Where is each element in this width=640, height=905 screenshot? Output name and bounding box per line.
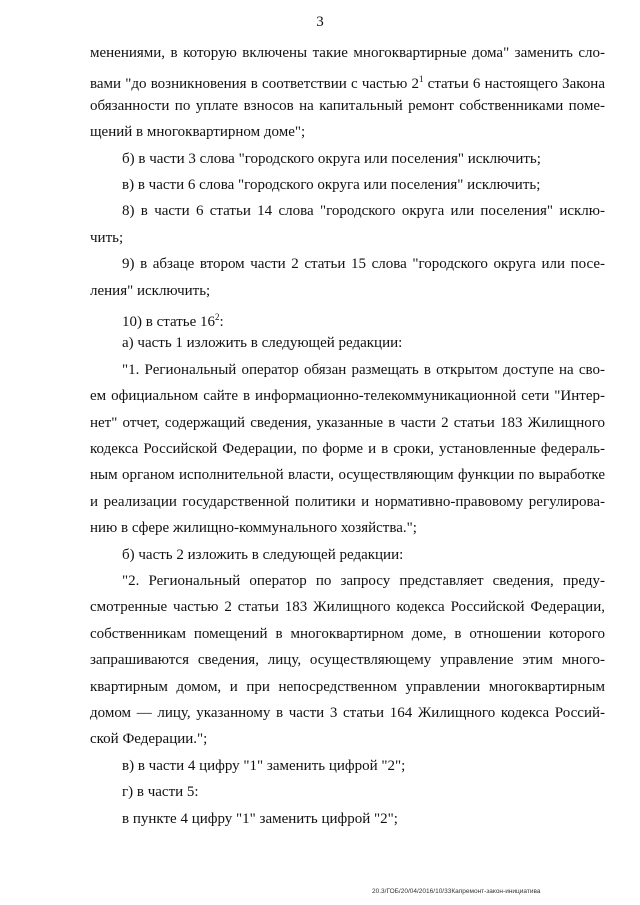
superscript: 1 (418, 74, 424, 85)
document-footer: 20.3/ГОБ/20/04/2016/10/33Капремонт-закон-инициатива (372, 888, 541, 895)
text-line (90, 806, 605, 832)
text-line-content: щений в многоквартирном доме"; (90, 124, 306, 141)
text-line-content: вами "до возникновения в соответствии с частью 2 (90, 76, 419, 93)
superscript: 2 (215, 312, 220, 322)
page-number: 3 (316, 14, 324, 30)
text-line (90, 40, 605, 66)
text-line-content: г) в части 5: (122, 784, 199, 801)
text-line-content: 9) в абзаце втором части 2 статьи 15 слова "городского округа или посе- (122, 256, 605, 273)
text-line (90, 700, 605, 726)
text-line (90, 357, 605, 383)
text-line (90, 146, 605, 172)
text-line-content: ской Федерации."; (90, 731, 208, 748)
text-line (90, 410, 605, 436)
text-line (90, 172, 605, 198)
text-line-content: запрашиваются сведения, лицу, осуществляющему управление этим много- (90, 652, 605, 669)
text-line (90, 779, 605, 805)
text-line (90, 119, 605, 145)
text-line (90, 542, 605, 568)
text-line (90, 674, 605, 700)
text-line (90, 489, 605, 515)
text-line (90, 726, 605, 752)
text-line (90, 225, 605, 251)
text-line-content: в пункте 4 цифру "1" заменить цифрой "2"; (122, 810, 398, 827)
text-line-content: ем официальном сайте в информационно-телекоммуникационной сети "Интер- (90, 388, 605, 405)
text-line (90, 251, 605, 277)
text-line-content: 8) в части 6 статьи 14 слова "городского округа или поселения" исклю- (122, 203, 605, 220)
text-line-content: "1. Региональный оператор обязан размещать в открытом доступе на сво- (122, 361, 605, 378)
text-line-content: нию в сфере жилищно-коммунального хозяйства."; (90, 520, 417, 537)
text-line (90, 278, 605, 304)
text-line (90, 304, 605, 330)
text-line-tail: статьи 6 настоящего Закона (423, 76, 605, 93)
text-line-content: квартирным домом, и при непосредственном управлении многоквартирным (90, 678, 605, 695)
text-line (90, 436, 605, 462)
text-line-content: в) в части 4 цифру "1" заменить цифрой "2"; (122, 757, 406, 774)
text-line-content: обязанности по уплате взносов на капитальный ремонт собственниками поме- (90, 97, 605, 114)
text-line (90, 621, 605, 647)
text-line-content: кодекса Российской Федерации, по форме и в сроки, установленные федераль- (90, 441, 605, 457)
text-line-content: в) в части 6 слова "городского округа или поселения" исключить; (122, 177, 541, 193)
text-line-content: а) часть 1 изложить в следующей редакции: (122, 335, 403, 352)
text-line-tail: : (219, 314, 224, 330)
text-line-content: смотренные частью 2 статьи 183 Жилищного кодекса Российской Федерации, (90, 599, 605, 616)
text-line (90, 383, 605, 409)
text-line-content: собственникам помещений в многоквартирном доме, в отношении которого (90, 625, 605, 642)
text-line-content: менениями, в которую включены такие многоквартирные дома" заменить сло- (90, 45, 605, 61)
text-line-content: нет" отчет, содержащий сведения, указанные в части 2 статьи 183 Жилищного (90, 414, 605, 431)
text-line-content: домом — лицу, указанному в части 3 статьи 164 Жилищного кодекса Россий- (90, 705, 605, 721)
text-line (90, 330, 605, 356)
text-line-content: "2. Региональный оператор по запросу представляет сведения, преду- (122, 573, 605, 589)
text-line (90, 462, 605, 488)
text-line (90, 647, 605, 673)
text-line-content: и реализации государственной политики и нормативно-правовому регулирова- (90, 493, 605, 510)
text-line (90, 753, 605, 779)
text-line-content: чить; (90, 229, 124, 246)
text-line-content: б) в части 3 слова "городского округа или поселения" исключить; (122, 150, 541, 167)
text-line-content: ления" исключить; (90, 282, 211, 299)
text-line (90, 594, 605, 620)
text-line-content: ным органом исполнительной власти, осуществляющим функции по выработке (90, 467, 605, 484)
text-line-content: б) часть 2 изложить в следующей редакции: (122, 546, 404, 563)
text-line (90, 93, 605, 119)
text-line (90, 515, 605, 541)
text-line (90, 66, 605, 92)
text-line (90, 198, 605, 224)
text-line (90, 568, 605, 594)
text-line-content: 10) в статье 16 (122, 314, 216, 330)
